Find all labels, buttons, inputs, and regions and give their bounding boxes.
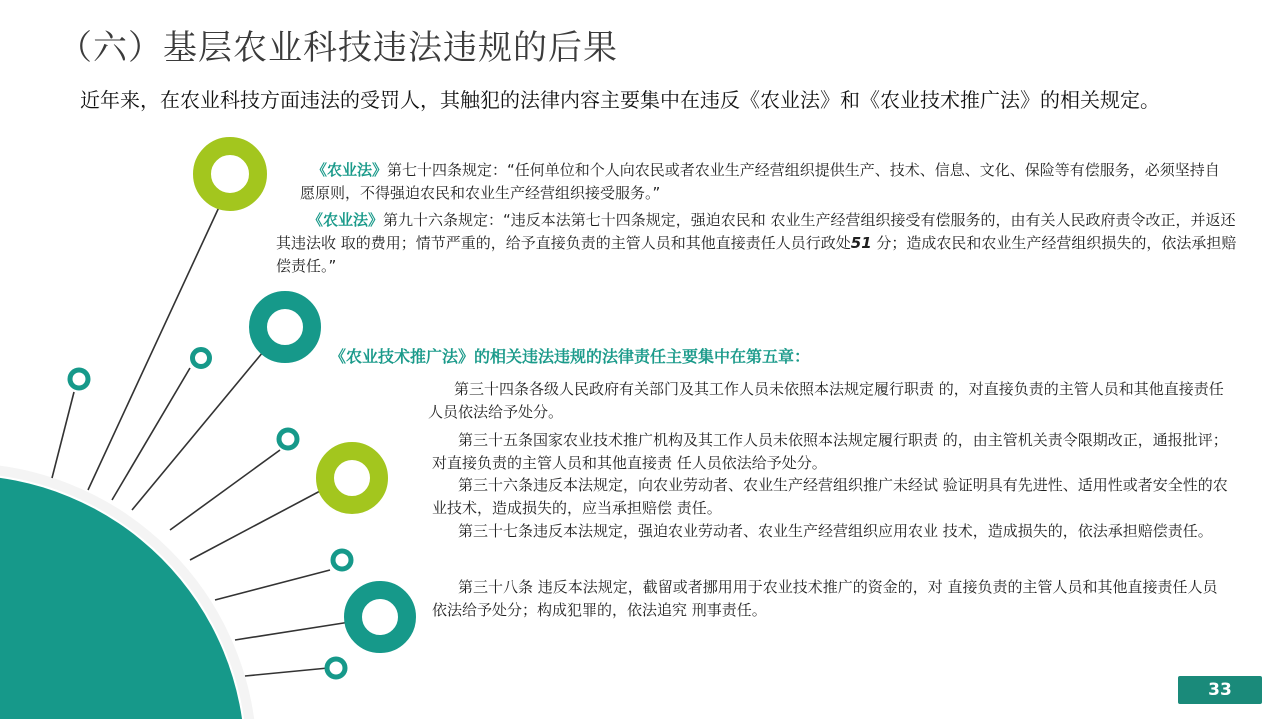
spoke-line: [52, 392, 74, 478]
teal-ring-large-bottom: [353, 590, 407, 644]
teal-ring-small: [70, 370, 88, 388]
article-35-paragraph: 第三十五条国家农业技术推广机构及其工作人员未依照本法规定履行职责 的，由主管机关责令限期改正，通报批评；对直接负责的主管人员和其他直接责 任人员依法给予处分。: [432, 431, 1228, 472]
lime-ring-large-top: [202, 146, 258, 202]
spoke-line: [170, 450, 280, 530]
spoke-line: [215, 570, 330, 600]
page-number-badge: 33: [1178, 676, 1262, 704]
teal-ring-large: [258, 300, 312, 354]
spoke-line: [112, 368, 190, 500]
teal-ring-small: [333, 551, 351, 569]
article-36-paragraph: 第三十六条违反本法规定，向农业劳动者、农业生产经营组织推广未经试 验证明具有先进性、适用性或者安全性的农业技术，造成损失的，应当承担赔偿 责任。: [432, 476, 1228, 517]
article-34-paragraph: 第三十四条各级人民政府有关部门及其工作人员未依照本法规定履行职责 的，对直接负责的主管人员和其他直接责任人员依法给予处分。: [428, 380, 1224, 421]
teal-ring-small: [279, 430, 297, 448]
spoke-line: [132, 352, 263, 510]
section-2-heading: 《农业技术推广法》的相关违法违规的法律责任主要集中在第五章：: [330, 347, 811, 366]
intro-paragraph: 近年来，在农业科技方面违法的受罚人，其触犯的法律内容主要集中在违反《农业法》和《农业技术推广法》的相关规定。: [80, 88, 1160, 112]
article-96-text-before: 第九十六条规定：“违反本法第七十四条规定，强迫农民和 农业生产经营组织接受有偿服务的，由有关人民政府责令改正，并返还其违法收 取的费用；情节严重的，给予直接负责的主管人员和其他直接责任人员行政处: [276, 211, 1236, 252]
teal-ring-small: [327, 659, 345, 677]
article-74-text: 第七十四条规定：“任何单位和个人向农民或者农业生产经营组织提供生产、技术、信息、文化、保险等有偿服务，必须坚持自愿原则，不得强迫农民和农业生产经营组织接受服务。”: [300, 161, 1220, 202]
lime-ring-large-middle: [325, 451, 379, 505]
article-96-text-after: 分；造成农民和农业生产经营组织损失的，依法承担赔偿责任。”: [276, 234, 1237, 275]
spoke-line: [235, 622, 350, 640]
slide-title: （六）基层农业科技违法违规的后果: [58, 28, 618, 68]
article-96-paragraph: [276, 209, 1238, 278]
spoke-line: [245, 668, 328, 676]
article-37-paragraph: 第三十七条违反本法规定，强迫农业劳动者、农业生产经营组织应用农业 技术，造成损失的，依法承担赔偿责任。: [458, 522, 1213, 540]
law-name-agriculture-law: 《农业法》: [308, 211, 384, 229]
law-name-agriculture-law: 《农业法》: [312, 161, 388, 179]
article-74-paragraph: [300, 159, 1230, 205]
article-96-number: 51: [850, 234, 872, 252]
article-38-paragraph: 第三十八条 违反本法规定，截留或者挪用用于农业技术推广的资金的，对 直接负责的主管人员和其他直接责任人员依法给予处分；构成犯罪的，依法追究 刑事责任。: [432, 578, 1218, 619]
teal-ring-small: [193, 350, 210, 367]
